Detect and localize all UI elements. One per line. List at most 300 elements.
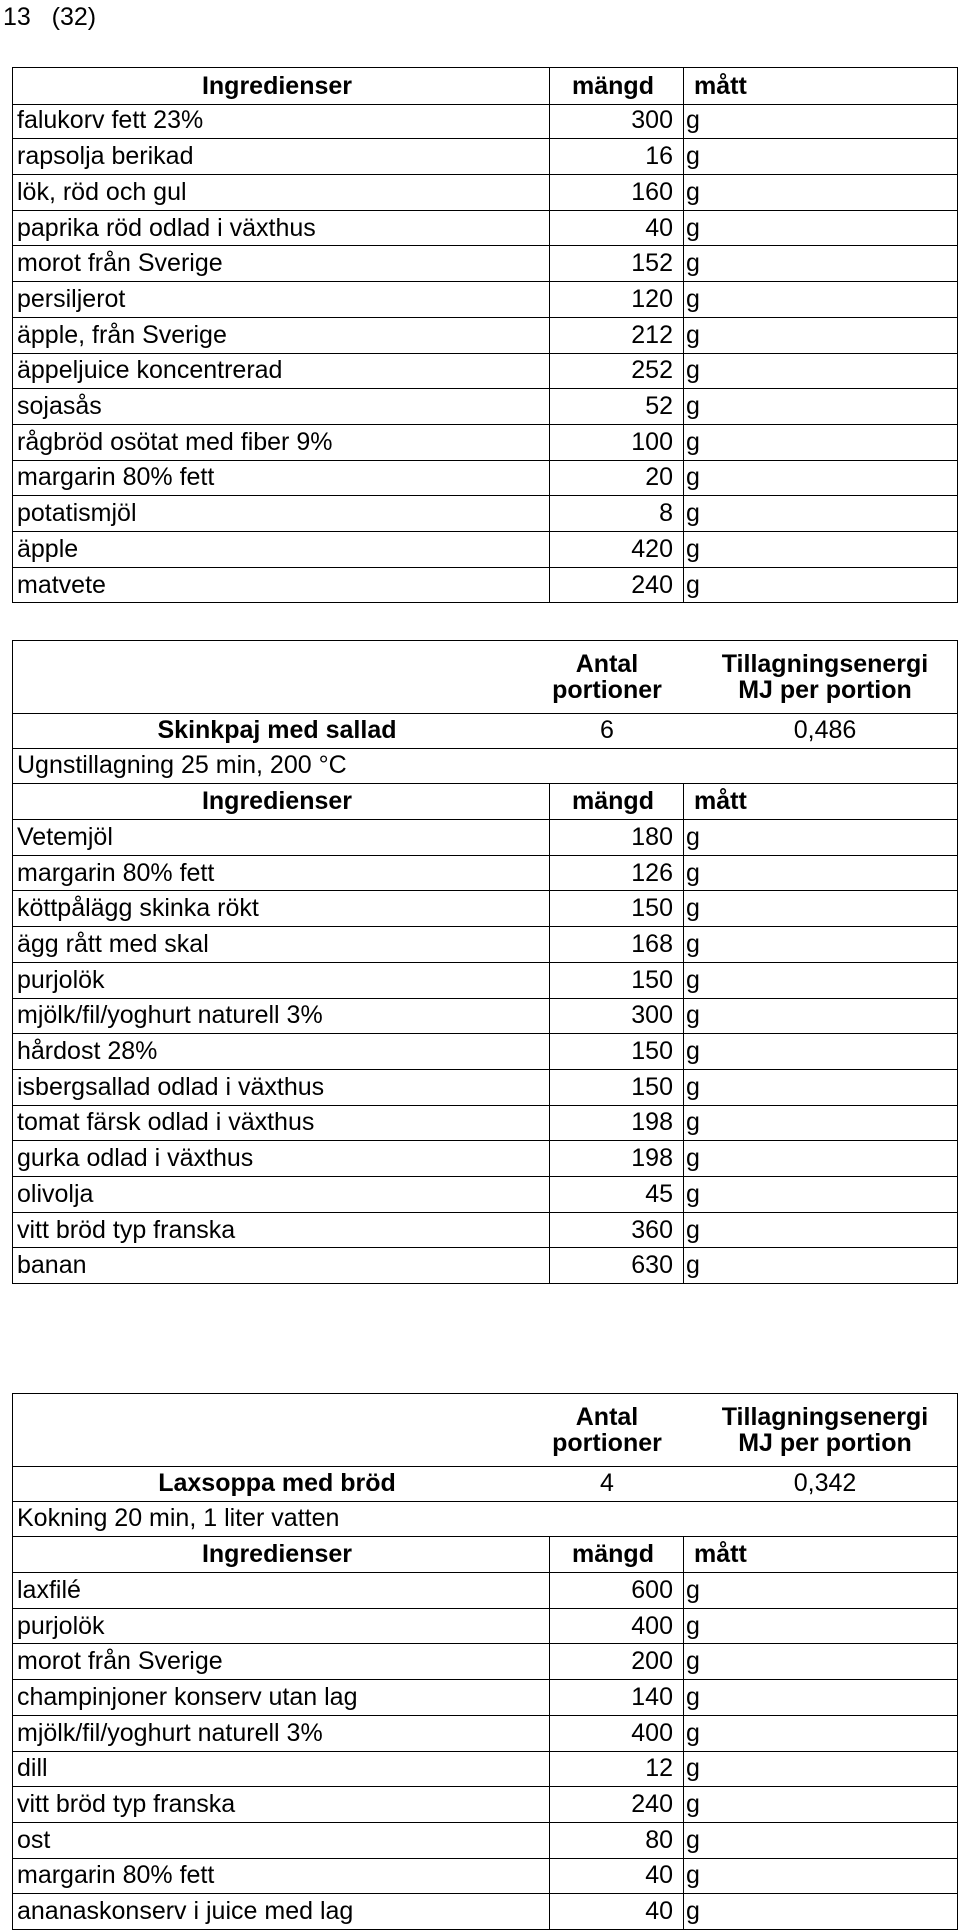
table-border bbox=[12, 783, 13, 819]
amount-header: mängd bbox=[572, 1540, 654, 1569]
ingredient-unit: g bbox=[686, 1072, 700, 1101]
ingredient-unit: g bbox=[686, 249, 700, 278]
table-border bbox=[957, 281, 958, 317]
energy-value: 0,486 bbox=[793, 715, 857, 744]
table-border bbox=[12, 1572, 13, 1608]
column-divider bbox=[683, 1786, 684, 1822]
ingredients-header: Ingredienser bbox=[201, 787, 353, 816]
ingredient-row bbox=[12, 819, 958, 856]
table-border bbox=[12, 1679, 13, 1715]
table-border bbox=[12, 998, 13, 1034]
column-divider bbox=[683, 783, 684, 819]
table-border bbox=[12, 1394, 13, 1466]
unit-header: mått bbox=[694, 787, 747, 816]
column-divider bbox=[683, 1644, 684, 1680]
ingredient-unit: g bbox=[686, 1001, 700, 1030]
cooking-method-row bbox=[12, 1501, 958, 1538]
table-border bbox=[12, 460, 13, 496]
ingredient-amount: 630 bbox=[631, 1251, 673, 1280]
ingredient-unit: g bbox=[686, 1861, 700, 1890]
ingredient-name: margarin 80% fett bbox=[17, 1861, 215, 1890]
table-border bbox=[12, 246, 13, 282]
table-border bbox=[12, 1715, 13, 1751]
ingredient-unit: g bbox=[686, 894, 700, 923]
ingredient-name: hårdost 28% bbox=[17, 1037, 158, 1066]
table-border bbox=[957, 1786, 958, 1822]
ingredient-amount: 400 bbox=[631, 1718, 673, 1747]
table-border bbox=[957, 460, 958, 496]
ingredient-unit: g bbox=[686, 1682, 700, 1711]
table-border bbox=[12, 68, 13, 104]
ingredient-row bbox=[12, 891, 958, 928]
table-border bbox=[12, 424, 13, 460]
table-border bbox=[957, 1248, 958, 1284]
column-divider bbox=[683, 855, 684, 891]
portions-header bbox=[522, 1394, 692, 1466]
ingredient-unit: g bbox=[686, 1251, 700, 1280]
column-divider bbox=[683, 1033, 684, 1069]
ingredient-amount: 8 bbox=[659, 499, 673, 528]
column-divider bbox=[683, 1822, 684, 1858]
table-border bbox=[12, 1893, 13, 1929]
portions-value: 6 bbox=[600, 715, 614, 744]
table-border bbox=[957, 1608, 958, 1644]
ingredient-amount: 12 bbox=[645, 1754, 673, 1783]
table-border bbox=[957, 210, 958, 246]
cooking-method: Ugnstillagning 25 min, 200 °C bbox=[17, 751, 347, 780]
dish-title-row bbox=[12, 1465, 958, 1502]
ingredient-row bbox=[12, 460, 958, 497]
table-border bbox=[957, 1176, 958, 1212]
table-border bbox=[957, 998, 958, 1034]
column-divider bbox=[683, 1572, 684, 1608]
table-border bbox=[957, 246, 958, 282]
ingredient-unit: g bbox=[686, 463, 700, 492]
ingredient-amount: 40 bbox=[645, 213, 673, 242]
ingredient-amount: 600 bbox=[631, 1575, 673, 1604]
table-border bbox=[957, 1105, 958, 1141]
table-border bbox=[957, 962, 958, 998]
table-border bbox=[12, 855, 13, 891]
ingredient-row bbox=[12, 1751, 958, 1788]
energy-header-line1: Tillagningsenergi bbox=[721, 1402, 929, 1431]
ingredient-unit: g bbox=[686, 177, 700, 206]
energy-header bbox=[692, 1394, 958, 1466]
ingredient-name: tomat färsk odlad i växthus bbox=[17, 1108, 315, 1137]
table-border bbox=[957, 1679, 958, 1715]
ingredient-unit: g bbox=[686, 1108, 700, 1137]
ingredient-name: vitt bröd typ franska bbox=[17, 1215, 236, 1244]
column-divider bbox=[683, 246, 684, 282]
energy-header-line2: MJ per portion bbox=[738, 1429, 912, 1457]
portions-header bbox=[522, 641, 692, 713]
column-divider bbox=[683, 926, 684, 962]
table-border bbox=[12, 926, 13, 962]
energy-header-line2: MJ per portion bbox=[738, 676, 912, 704]
column-divider bbox=[683, 174, 684, 210]
table-border bbox=[957, 567, 958, 603]
ingredient-row bbox=[12, 567, 958, 604]
ingredient-row bbox=[12, 103, 958, 140]
table-border bbox=[12, 1536, 13, 1572]
ingredient-name: Vetemjöl bbox=[17, 822, 113, 851]
ingredient-name: ägg rått med skal bbox=[17, 929, 209, 958]
ingredient-row bbox=[12, 1176, 958, 1213]
table-border bbox=[12, 1822, 13, 1858]
ingredient-name: ananaskonserv i juice med lag bbox=[17, 1897, 354, 1926]
ingredient-unit: g bbox=[686, 427, 700, 456]
ingredient-name: mjölk/fil/yoghurt naturell 3% bbox=[17, 1718, 323, 1747]
ingredient-amount: 420 bbox=[631, 534, 673, 563]
column-divider bbox=[683, 1140, 684, 1176]
ingredient-name: isbergsallad odlad i växthus bbox=[17, 1072, 325, 1101]
ingredient-name: morot från Sverige bbox=[17, 249, 223, 278]
portions-value: 4 bbox=[600, 1468, 614, 1497]
portion-header-row bbox=[12, 640, 958, 714]
unit-header: mått bbox=[694, 71, 747, 100]
ingredient-unit: g bbox=[686, 929, 700, 958]
ingredient-unit: g bbox=[686, 1790, 700, 1819]
ingredient-row bbox=[12, 1644, 958, 1681]
ingredients-header: Ingredienser bbox=[201, 1540, 353, 1569]
column-divider bbox=[683, 1608, 684, 1644]
ingredient-row bbox=[12, 495, 958, 532]
ingredient-row bbox=[12, 317, 958, 354]
ingredient-row bbox=[12, 1715, 958, 1752]
table-border bbox=[12, 819, 13, 855]
table-border bbox=[12, 174, 13, 210]
ingredient-name: banan bbox=[17, 1251, 87, 1280]
ingredient-amount: 40 bbox=[645, 1861, 673, 1890]
ingredient-unit: g bbox=[686, 534, 700, 563]
column-divider bbox=[683, 1536, 684, 1572]
ingredient-name: köttpålägg skinka rökt bbox=[17, 894, 259, 923]
table-border bbox=[957, 1893, 958, 1929]
ingredient-unit: g bbox=[686, 1718, 700, 1747]
ingredient-row bbox=[12, 246, 958, 283]
ingredient-unit: g bbox=[686, 1825, 700, 1854]
ingredient-amount: 168 bbox=[631, 929, 673, 958]
table-border bbox=[957, 1572, 958, 1608]
ingredient-amount: 80 bbox=[645, 1825, 673, 1854]
ingredient-name: laxfilé bbox=[17, 1575, 81, 1604]
ingredient-unit: g bbox=[686, 142, 700, 171]
ingredient-unit: g bbox=[686, 1897, 700, 1926]
column-divider bbox=[683, 281, 684, 317]
ingredient-amount: 100 bbox=[631, 427, 673, 456]
ingredient-row bbox=[12, 1679, 958, 1716]
ingredient-name: gurka odlad i växthus bbox=[17, 1144, 254, 1173]
table-border bbox=[957, 1069, 958, 1105]
ingredient-amount: 400 bbox=[631, 1611, 673, 1640]
column-divider bbox=[683, 1858, 684, 1894]
ingredient-unit: g bbox=[686, 499, 700, 528]
table-border bbox=[12, 317, 13, 353]
column-divider bbox=[683, 1715, 684, 1751]
table-border bbox=[957, 748, 958, 784]
ingredient-name: äpple bbox=[17, 534, 79, 563]
ingredient-name: persiljerot bbox=[17, 284, 126, 313]
ingredient-row bbox=[12, 998, 958, 1035]
ingredient-name: olivolja bbox=[17, 1179, 94, 1208]
ingredient-name: sojasås bbox=[17, 392, 102, 421]
ingredient-amount: 16 bbox=[645, 142, 673, 171]
column-divider bbox=[683, 1212, 684, 1248]
ingredient-row bbox=[12, 424, 958, 461]
ingredient-name: äppeljuice koncentrerad bbox=[17, 356, 283, 385]
table-border bbox=[12, 748, 13, 784]
column-divider bbox=[683, 998, 684, 1034]
table-border bbox=[957, 855, 958, 891]
table-border bbox=[12, 1212, 13, 1248]
column-divider bbox=[683, 567, 684, 603]
ingredient-row bbox=[12, 1822, 958, 1859]
table-border bbox=[12, 1140, 13, 1176]
ingredient-amount: 150 bbox=[631, 1072, 673, 1101]
ingredient-amount: 212 bbox=[631, 320, 673, 349]
ingredient-amount: 150 bbox=[631, 894, 673, 923]
table-border bbox=[957, 1501, 958, 1537]
column-divider bbox=[683, 353, 684, 389]
table-border bbox=[957, 174, 958, 210]
ingredient-amount: 240 bbox=[631, 570, 673, 599]
column-divider bbox=[683, 460, 684, 496]
column-divider bbox=[683, 138, 684, 174]
ingredient-amount: 152 bbox=[631, 249, 673, 278]
column-divider bbox=[683, 819, 684, 855]
table-border bbox=[957, 1822, 958, 1858]
energy-header bbox=[692, 641, 958, 713]
ingredient-name: paprika röd odlad i växthus bbox=[17, 213, 316, 242]
table-border bbox=[957, 819, 958, 855]
table-border bbox=[957, 891, 958, 927]
ingredient-unit: g bbox=[686, 965, 700, 994]
table-border bbox=[12, 281, 13, 317]
table-border bbox=[957, 317, 958, 353]
ingredient-amount: 52 bbox=[645, 392, 673, 421]
ingredient-amount: 240 bbox=[631, 1790, 673, 1819]
ingredient-amount: 20 bbox=[645, 463, 673, 492]
table-border bbox=[957, 138, 958, 174]
column-divider bbox=[683, 1248, 684, 1284]
column-divider bbox=[683, 1893, 684, 1929]
ingredient-row bbox=[12, 281, 958, 318]
ingredient-name: morot från Sverige bbox=[17, 1647, 223, 1676]
ingredient-unit: g bbox=[686, 320, 700, 349]
energy-value: 0,342 bbox=[793, 1468, 857, 1497]
ingredient-name: dill bbox=[17, 1754, 48, 1783]
ingredient-row bbox=[12, 1608, 958, 1645]
ingredient-unit: g bbox=[686, 570, 700, 599]
table-border bbox=[957, 424, 958, 460]
ingredient-name: ost bbox=[17, 1825, 51, 1854]
table-border bbox=[12, 1248, 13, 1284]
table-border bbox=[957, 1858, 958, 1894]
ingredient-row bbox=[12, 1212, 958, 1249]
ingredient-amount: 300 bbox=[631, 1001, 673, 1030]
ingredient-row bbox=[12, 1033, 958, 1070]
cooking-method-row bbox=[12, 748, 958, 785]
column-divider bbox=[683, 210, 684, 246]
ingredient-name: lök, röd och gul bbox=[17, 177, 187, 206]
table-border bbox=[12, 1105, 13, 1141]
portion-header-row bbox=[12, 1393, 958, 1467]
column-divider bbox=[683, 891, 684, 927]
amount-header: mängd bbox=[572, 71, 654, 100]
table-border bbox=[957, 531, 958, 567]
ingredient-row bbox=[12, 926, 958, 963]
ingredient-unit: g bbox=[686, 1611, 700, 1640]
table-border bbox=[957, 1033, 958, 1069]
portions-header-line1: Antal bbox=[575, 649, 639, 678]
ingredient-unit: g bbox=[686, 1647, 700, 1676]
table-border bbox=[12, 103, 13, 139]
ingredient-amount: 160 bbox=[631, 177, 673, 206]
ingredient-row bbox=[12, 1786, 958, 1823]
portions-header-line1: Antal bbox=[575, 1402, 639, 1431]
cooking-method: Kokning 20 min, 1 liter vatten bbox=[17, 1504, 340, 1533]
column-divider bbox=[683, 962, 684, 998]
ingredient-name: vitt bröd typ franska bbox=[17, 1790, 236, 1819]
ingredient-name: margarin 80% fett bbox=[17, 858, 215, 887]
ingredient-row bbox=[12, 174, 958, 211]
amount-header: mängd bbox=[572, 787, 654, 816]
table-border bbox=[12, 1608, 13, 1644]
ingredient-amount: 40 bbox=[645, 1897, 673, 1926]
table-border bbox=[957, 353, 958, 389]
dish-title: Laxsoppa med bröd bbox=[158, 1468, 396, 1497]
ingredient-amount: 200 bbox=[631, 1647, 673, 1676]
table-border bbox=[957, 1751, 958, 1787]
ingredient-name: margarin 80% fett bbox=[17, 463, 215, 492]
ingredient-name: purjolök bbox=[17, 1611, 105, 1640]
table-border bbox=[12, 1858, 13, 1894]
ingredient-row bbox=[12, 1572, 958, 1609]
table-border bbox=[957, 1212, 958, 1248]
table-border bbox=[12, 1501, 13, 1537]
ingredient-name: rågbröd osötat med fiber 9% bbox=[17, 427, 333, 456]
ingredient-row bbox=[12, 1069, 958, 1106]
ingredient-name: rapsolja berikad bbox=[17, 142, 194, 171]
column-header-row bbox=[12, 67, 958, 105]
ingredient-amount: 198 bbox=[631, 1144, 673, 1173]
ingredient-name: purjolök bbox=[17, 965, 105, 994]
ingredient-name: mjölk/fil/yoghurt naturell 3% bbox=[17, 1001, 323, 1030]
table-border bbox=[957, 495, 958, 531]
ingredient-unit: g bbox=[686, 1037, 700, 1066]
table-border bbox=[12, 1751, 13, 1787]
dish-title: Skinkpaj med sallad bbox=[157, 715, 397, 744]
table-border bbox=[12, 1069, 13, 1105]
column-header-row bbox=[12, 1536, 958, 1573]
table-border bbox=[12, 641, 13, 713]
column-divider bbox=[683, 531, 684, 567]
ingredient-unit: g bbox=[686, 1144, 700, 1173]
ingredient-row bbox=[12, 210, 958, 247]
table-border bbox=[957, 926, 958, 962]
portions-header-line2: portioner bbox=[552, 1429, 662, 1457]
ingredient-name: falukorv fett 23% bbox=[17, 106, 204, 135]
table-border bbox=[12, 388, 13, 424]
ingredient-unit: g bbox=[686, 356, 700, 385]
ingredient-amount: 300 bbox=[631, 106, 673, 135]
ingredient-unit: g bbox=[686, 1754, 700, 1783]
table-border bbox=[12, 210, 13, 246]
column-divider bbox=[683, 1679, 684, 1715]
column-divider bbox=[683, 424, 684, 460]
table-border bbox=[12, 1786, 13, 1822]
table-border bbox=[12, 891, 13, 927]
column-divider bbox=[683, 495, 684, 531]
ingredient-row bbox=[12, 1893, 958, 1930]
ingredient-amount: 360 bbox=[631, 1215, 673, 1244]
column-divider bbox=[683, 317, 684, 353]
table-border bbox=[12, 531, 13, 567]
column-divider bbox=[683, 1105, 684, 1141]
table-border bbox=[12, 962, 13, 998]
ingredient-unit: g bbox=[686, 284, 700, 313]
column-divider bbox=[683, 68, 684, 104]
dish-title-row bbox=[12, 712, 958, 749]
table-border bbox=[957, 1140, 958, 1176]
ingredient-unit: g bbox=[686, 858, 700, 887]
ingredient-unit: g bbox=[686, 822, 700, 851]
table-border bbox=[12, 353, 13, 389]
energy-header-line1: Tillagningsenergi bbox=[721, 649, 929, 678]
column-divider bbox=[683, 103, 684, 139]
ingredient-name: matvete bbox=[17, 570, 106, 599]
ingredient-name: champinjoner konserv utan lag bbox=[17, 1682, 358, 1711]
portions-header-line2: portioner bbox=[552, 676, 662, 704]
column-divider bbox=[683, 1069, 684, 1105]
ingredient-row bbox=[12, 1248, 958, 1285]
ingredient-unit: g bbox=[686, 392, 700, 421]
table-border bbox=[12, 495, 13, 531]
ingredient-amount: 150 bbox=[631, 1037, 673, 1066]
table-border bbox=[12, 1644, 13, 1680]
ingredient-unit: g bbox=[686, 1179, 700, 1208]
column-divider bbox=[683, 1751, 684, 1787]
ingredient-unit: g bbox=[686, 213, 700, 242]
table-border bbox=[957, 1715, 958, 1751]
ingredient-row bbox=[12, 388, 958, 425]
table-border bbox=[12, 1033, 13, 1069]
ingredient-unit: g bbox=[686, 1215, 700, 1244]
ingredient-amount: 140 bbox=[631, 1682, 673, 1711]
ingredient-row bbox=[12, 1105, 958, 1142]
ingredient-amount: 252 bbox=[631, 356, 673, 385]
ingredient-amount: 45 bbox=[645, 1179, 673, 1208]
ingredient-name: potatismjöl bbox=[17, 499, 137, 528]
page-number: 13 (32) bbox=[3, 3, 97, 31]
table-border bbox=[12, 1176, 13, 1212]
ingredient-unit: g bbox=[686, 106, 700, 135]
ingredient-name: äpple, från Sverige bbox=[17, 320, 227, 349]
table-border bbox=[957, 1644, 958, 1680]
table-border bbox=[957, 103, 958, 139]
unit-header: mått bbox=[694, 1540, 747, 1569]
ingredient-row bbox=[12, 1858, 958, 1895]
ingredient-amount: 180 bbox=[631, 822, 673, 851]
ingredients-header: Ingredienser bbox=[201, 71, 353, 100]
column-divider bbox=[683, 1176, 684, 1212]
ingredient-row bbox=[12, 1140, 958, 1177]
ingredient-row bbox=[12, 855, 958, 892]
ingredient-amount: 126 bbox=[631, 858, 673, 887]
ingredient-row bbox=[12, 531, 958, 568]
column-header-row bbox=[12, 783, 958, 820]
ingredient-amount: 150 bbox=[631, 965, 673, 994]
